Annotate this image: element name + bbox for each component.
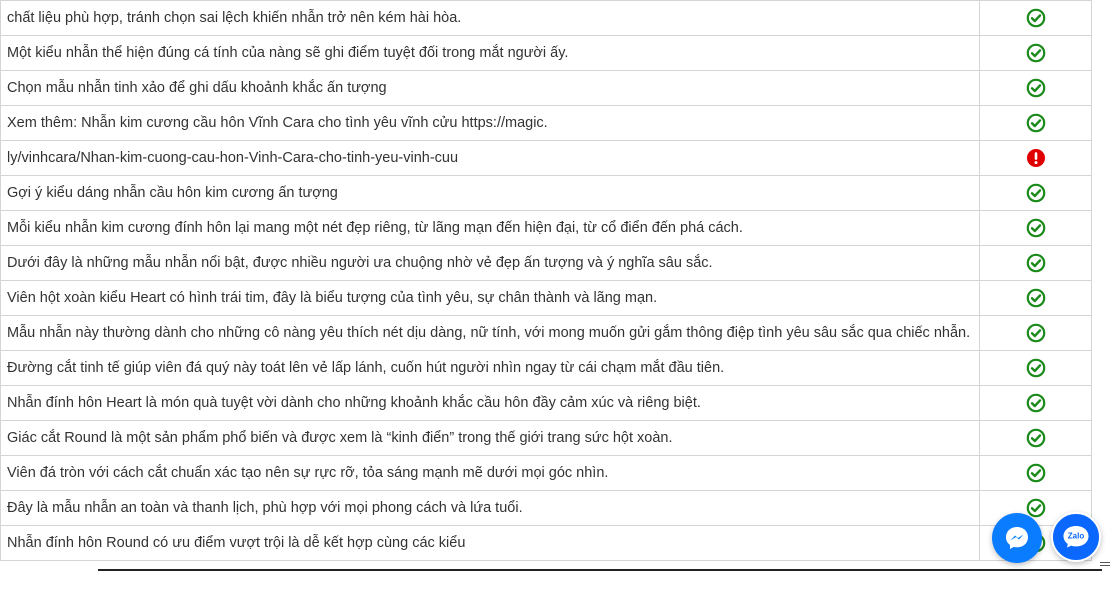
row-text: Đây là mẫu nhẫn an toàn và thanh lịch, phù hợp với mọi phong cách và lứa tuổi. — [1, 491, 980, 526]
check-circle-icon — [1026, 323, 1046, 343]
table-row — [1, 211, 1092, 246]
row-text: ly/vinhcara/Nhan-kim-cuong-cau-hon-Vinh-Cara-cho-tinh-yeu-vinh-cuu — [1, 141, 980, 176]
row-status — [980, 456, 1092, 491]
row-status — [980, 141, 1092, 176]
messenger-icon — [1003, 524, 1031, 552]
table-row — [1, 491, 1092, 526]
table-row — [1, 526, 1092, 561]
table-row — [1, 36, 1092, 71]
zalo-label: Zalo — [1067, 531, 1085, 541]
row-text: Giác cắt Round là một sản phẩm phổ biến và được xem là “kinh điển” trong thế giới trang sức hột xoàn. — [1, 421, 980, 456]
check-circle-icon — [1026, 253, 1046, 273]
check-circle-icon — [1026, 463, 1046, 483]
row-status — [980, 281, 1092, 316]
exclamation-circle-icon — [1026, 148, 1046, 168]
check-circle-icon — [1026, 78, 1046, 98]
row-status — [980, 316, 1092, 351]
check-circle-icon — [1026, 288, 1046, 308]
row-status — [980, 36, 1092, 71]
row-status — [980, 211, 1092, 246]
row-text: Viên hột xoàn kiểu Heart có hình trái tim, đây là biểu tượng của tình yêu, sự chân thành và lãng mạn. — [1, 281, 980, 316]
check-circle-icon — [1026, 183, 1046, 203]
check-circle-icon — [1026, 8, 1046, 28]
row-text: Đường cắt tinh tế giúp viên đá quý này toát lên vẻ lấp lánh, cuốn hút người nhìn ngay từ cái chạm mắt đầu tiên. — [1, 351, 980, 386]
scrollbar-tick[interactable] — [1100, 565, 1110, 566]
table-row — [1, 176, 1092, 211]
row-status — [980, 106, 1092, 141]
table-row — [1, 421, 1092, 456]
row-text: Dưới đây là những mẫu nhẫn nổi bật, được nhiều người ưa chuộng nhờ vẻ đẹp ấn tượng và ý nghĩa sâu sắc. — [1, 246, 980, 281]
check-circle-icon — [1026, 218, 1046, 238]
row-text: Một kiểu nhẫn thể hiện đúng cá tính của nàng sẽ ghi điểm tuyệt đối trong mắt người ấy. — [1, 36, 980, 71]
table-row — [1, 386, 1092, 421]
table-row — [1, 246, 1092, 281]
table-row — [1, 351, 1092, 386]
row-status — [980, 351, 1092, 386]
row-text: Xem thêm: Nhẫn kim cương cầu hôn Vĩnh Cara cho tình yêu vĩnh cửu https://magic. — [1, 106, 980, 141]
row-text: chất liệu phù hợp, tránh chọn sai lệch khiến nhẫn trở nên kém hài hòa. — [1, 1, 980, 36]
check-circle-icon — [1026, 113, 1046, 133]
row-status — [980, 386, 1092, 421]
scroll-boundary-line — [98, 569, 1102, 571]
row-status — [980, 176, 1092, 211]
zalo-icon — [1059, 522, 1093, 552]
table-row — [1, 281, 1092, 316]
table-row — [1, 106, 1092, 141]
table-row — [1, 141, 1092, 176]
zalo-chat-button[interactable] — [1051, 512, 1101, 562]
row-status — [980, 1, 1092, 36]
row-status — [980, 71, 1092, 106]
row-text: Gợi ý kiểu dáng nhẫn cầu hôn kim cương ấn tượng — [1, 176, 980, 211]
row-text: Mẫu nhẫn này thường dành cho những cô nàng yêu thích nét dịu dàng, nữ tính, với mong muốn gửi gắm thông điệp tình yêu sâu sắc qua chiếc nhẫn. — [1, 316, 980, 351]
row-text: Nhẫn đính hôn Round có ưu điểm vượt trội là dễ kết hợp cùng các kiểu — [1, 526, 980, 561]
row-text: Viên đá tròn với cách cắt chuẩn xác tạo nên sự rực rỡ, tỏa sáng mạnh mẽ dưới mọi góc nhìn. — [1, 456, 980, 491]
table-row — [1, 316, 1092, 351]
table-row — [1, 71, 1092, 106]
check-circle-icon — [1026, 358, 1046, 378]
check-circle-icon — [1026, 43, 1046, 63]
messenger-chat-button[interactable] — [992, 513, 1042, 563]
check-circle-icon — [1026, 393, 1046, 413]
scrollbar-tick[interactable] — [1100, 562, 1110, 563]
check-circle-icon — [1026, 428, 1046, 448]
table-row — [1, 1, 1092, 36]
row-text: Mỗi kiểu nhẫn kim cương đính hôn lại mang một nét đẹp riêng, từ lãng mạn đến hiện đại, từ cổ điển đến phá cách. — [1, 211, 980, 246]
row-text: Chọn mẫu nhẫn tinh xảo để ghi dấu khoảnh khắc ấn tượng — [1, 71, 980, 106]
row-status — [980, 246, 1092, 281]
row-text: Nhẫn đính hôn Heart là món quà tuyệt vời dành cho những khoảnh khắc cầu hôn đầy cảm xúc và riêng biệt. — [1, 386, 980, 421]
table-row — [1, 456, 1092, 491]
row-status — [980, 421, 1092, 456]
